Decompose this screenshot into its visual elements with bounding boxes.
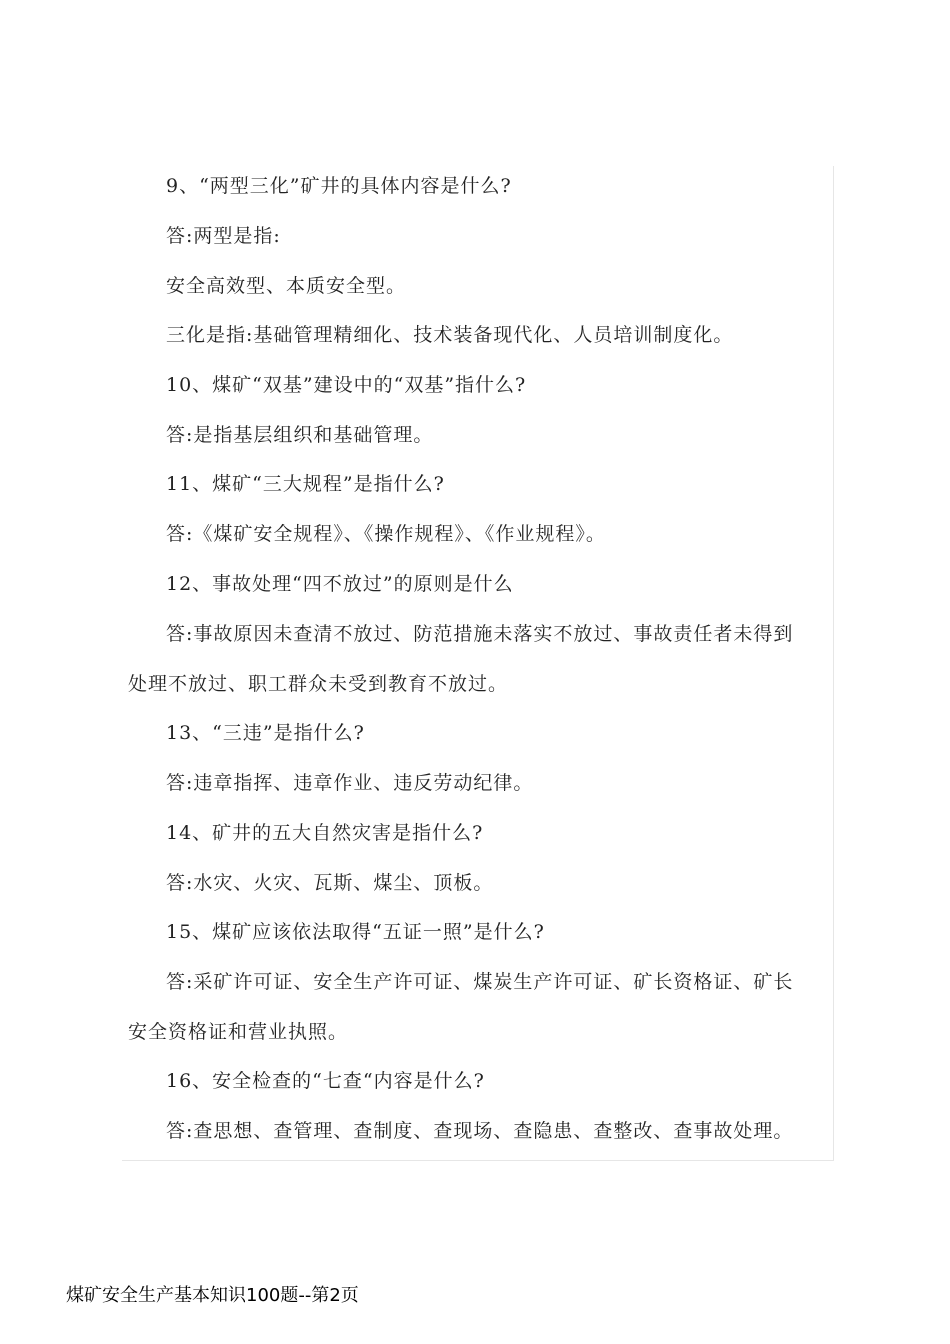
answer-15-line-2: 安全资格证和营业执照。 (128, 1021, 349, 1043)
answer-14: 答:水灾、火灾、瓦斯、煤尘、顶板。 (166, 872, 494, 894)
answer-13: 答:违章指挥、违章作业、违反劳动纪律。 (166, 772, 534, 794)
answer-11: 答:《煤矿安全规程》、《操作规程》、《作业规程》。 (166, 523, 606, 545)
answer-10: 答:是指基层组织和基础管理。 (166, 424, 434, 446)
answer-15-line-1: 答:采矿许可证、安全生产许可证、煤炭生产许可证、矿长资格证、矿长 (166, 971, 794, 993)
question-13: 13、“三违”是指什么? (166, 722, 365, 744)
answer-12-line-2: 处理不放过、职工群众未受到教育不放过。 (128, 673, 509, 695)
question-11: 11、煤矿“三大规程”是指什么? (166, 473, 445, 495)
answer-9-two-types: 安全高效型、本质安全型。 (166, 275, 407, 297)
content-frame (122, 166, 834, 1161)
answer-9-intro: 答:两型是指: (166, 225, 281, 247)
question-15: 15、煤矿应该依法取得“五证一照”是什么? (166, 921, 545, 943)
page-footer: 煤矿安全生产基本知识100题--第2页 (66, 1285, 359, 1306)
question-14: 14、矿井的五大自然灾害是指什么? (166, 822, 484, 844)
question-16: 16、安全检查的“七查“内容是什么? (166, 1070, 485, 1092)
question-10: 10、煤矿“双基”建设中的“双基”指什么? (166, 374, 527, 396)
answer-12-line-1: 答:事故原因未查清不放过、防范措施未落实不放过、事故责任者未得到 (166, 623, 794, 645)
answer-16: 答:查思想、查管理、查制度、查现场、查隐患、查整改、查事故处理。 (166, 1120, 794, 1142)
question-9: 9、“两型三化”矿井的具体内容是什么? (166, 175, 512, 197)
question-12: 12、事故处理“四不放过”的原则是什么 (166, 573, 514, 595)
answer-9-three-izations: 三化是指:基础管理精细化、技术装备现代化、人员培训制度化。 (166, 324, 734, 346)
